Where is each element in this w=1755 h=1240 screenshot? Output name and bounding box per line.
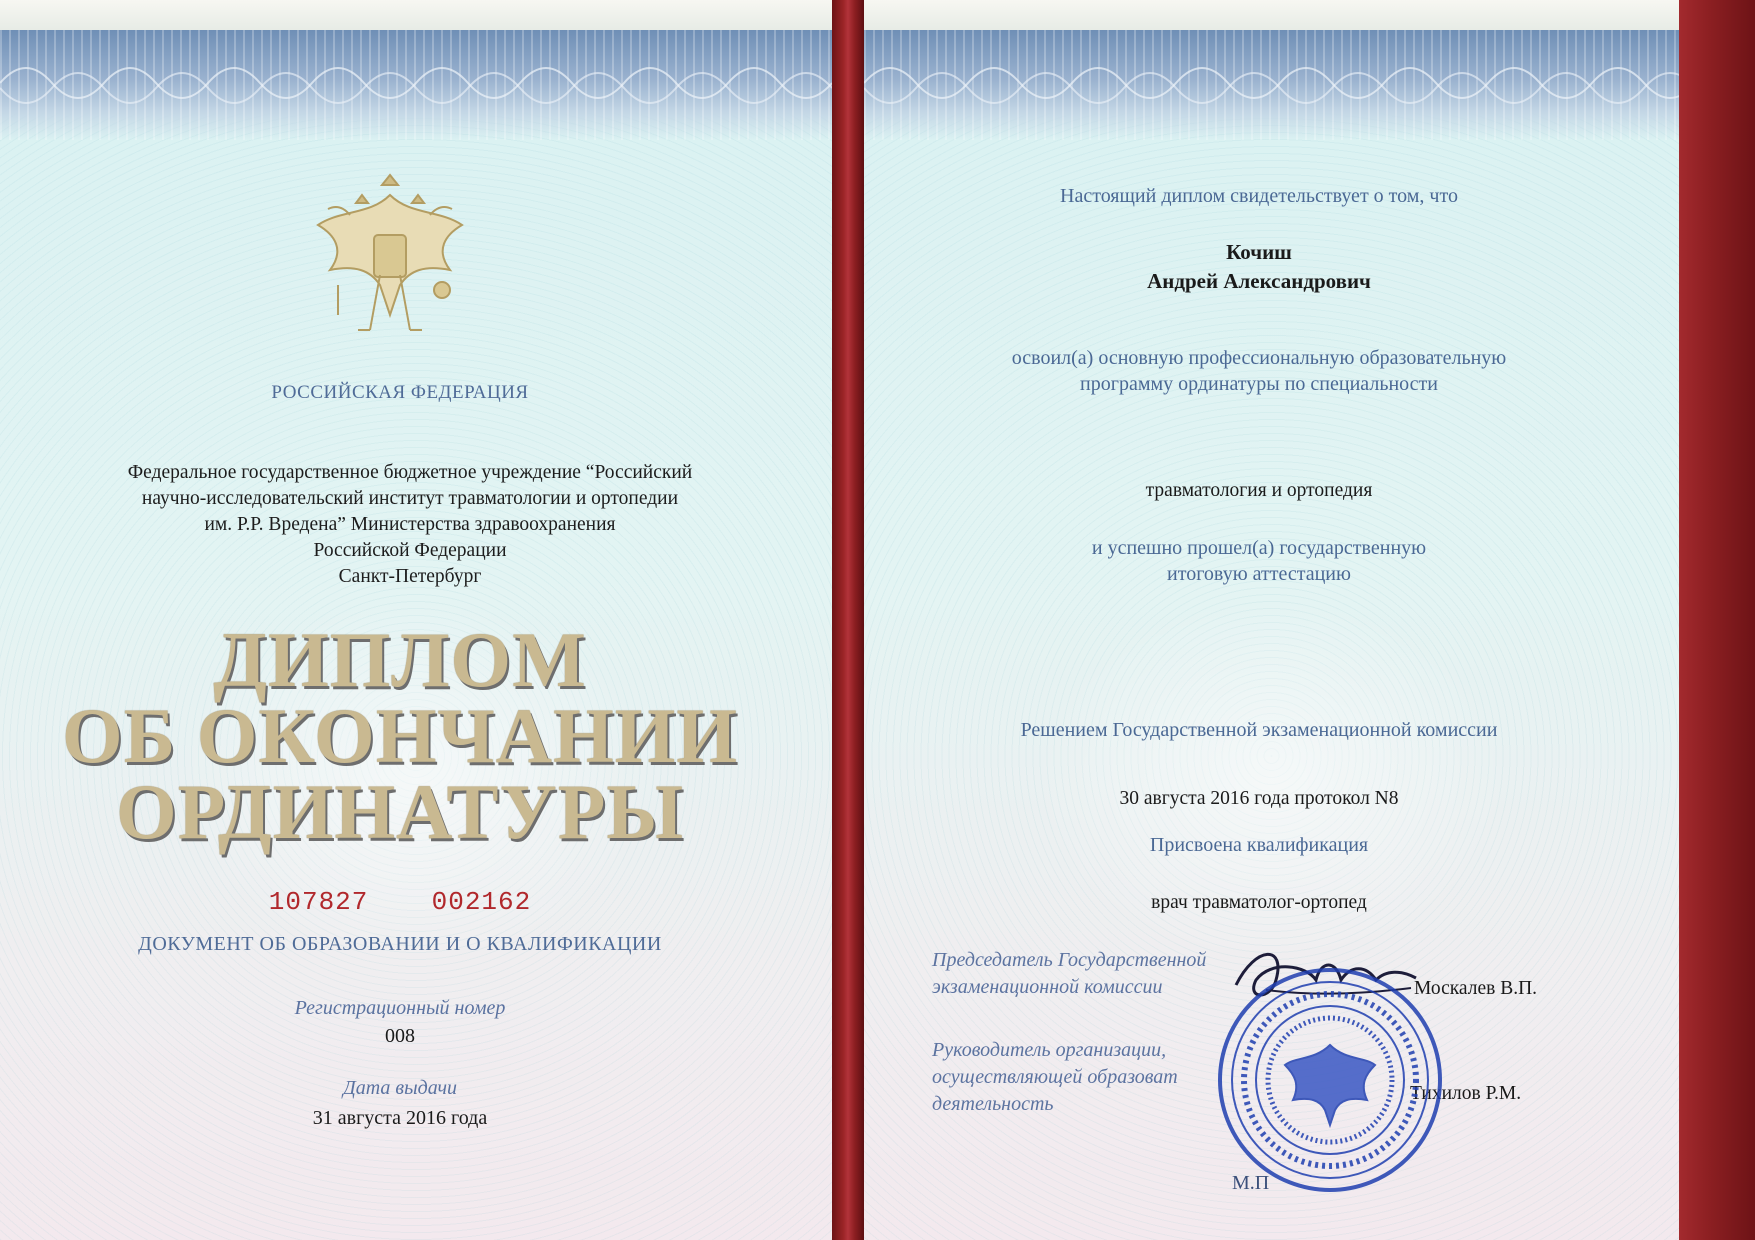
document-type: ДОКУМЕНТ ОБ ОБРАЗОВАНИИ И О КВАЛИФИКАЦИИ (138, 933, 662, 955)
protocol: 30 августа 2016 года протокол N8 (1119, 788, 1399, 809)
head-label-line: деятельность (932, 1093, 1054, 1115)
chair-name: Москалев В.П. (1414, 978, 1538, 999)
program-text (864, 345, 1654, 397)
head-label-line: осуществляющей образоват (932, 1066, 1178, 1088)
program-line: освоил(а) основную профессиональную образовательную (1011, 347, 1507, 369)
seal-mark: М.П (1232, 1172, 1270, 1194)
head-label (932, 1037, 1178, 1118)
institution-line: им. Р.Р. Вредена” Министерства здравоохранения (204, 514, 616, 535)
right-page (864, 30, 1679, 1240)
cover-top-edge (0, 0, 1755, 30)
diploma-title (0, 616, 800, 855)
country-name: РОССИЙСКАЯ ФЕДЕРАЦИЯ (271, 382, 529, 403)
attestation-line: итоговую аттестацию (1167, 563, 1351, 585)
left-page (0, 30, 832, 1240)
graduate-name (864, 238, 1654, 296)
graduate-given-names: Андрей Александрович (1147, 269, 1371, 293)
chair-label (932, 947, 1206, 1001)
official-seal-icon (1215, 965, 1445, 1195)
chair-label-line: Председатель Государственной (932, 949, 1207, 971)
cover-edge (1679, 0, 1755, 1240)
reg-label: Регистрационный номер (294, 997, 506, 1019)
head-label-line: Руководитель организации, (932, 1039, 1167, 1061)
date-label: Дата выдачи (342, 1077, 458, 1099)
specialty: травматология и ортопедия (1145, 480, 1373, 501)
program-line: программу ординатуры по специальности (1080, 373, 1438, 395)
institution-line: Федеральное государственное бюджетное учреждение “Российский (127, 462, 693, 483)
cover-spine (832, 0, 864, 1240)
chair-label-line: экзаменационной комиссии (932, 976, 1163, 998)
title-line: ДИПЛОМ (213, 616, 587, 703)
title-line: ОБ ОКОНЧАНИИ (62, 692, 738, 779)
qualification-label: Присвоена квалификация (1149, 834, 1369, 856)
institution-line: научно-исследовательский институт травматологии и ортопедии (141, 488, 679, 509)
graduate-surname: Кочиш (1226, 240, 1292, 264)
guilloche-band (864, 30, 1679, 140)
commission-decision: Решением Государственной экзаменационной комиссии (1020, 719, 1498, 741)
serial-digits: 002162 (431, 887, 532, 917)
institution-block (40, 460, 780, 590)
institution-line: Российской Федерации (313, 540, 507, 561)
institution-line: Санкт-Петербург (338, 566, 482, 587)
intro-text: Настоящий диплом свидетельствует о том, что (1060, 185, 1458, 207)
guilloche-band (0, 30, 832, 140)
double-headed-eagle-emblem (310, 155, 470, 355)
emblem (310, 155, 470, 355)
attestation-text (864, 535, 1654, 587)
title-line: ОРДИНАТУРЫ (116, 768, 684, 855)
serial-number (0, 887, 800, 917)
reg-value: 008 (385, 1025, 415, 1047)
head-name: Тихилов Р.М. (1410, 1083, 1522, 1104)
qualification: врач травматолог-ортопед (1151, 892, 1367, 913)
date-value: 31 августа 2016 года (312, 1107, 488, 1129)
serial-series: 107827 (268, 887, 369, 917)
attestation-line: и успешно прошел(а) государственную (1091, 537, 1427, 559)
